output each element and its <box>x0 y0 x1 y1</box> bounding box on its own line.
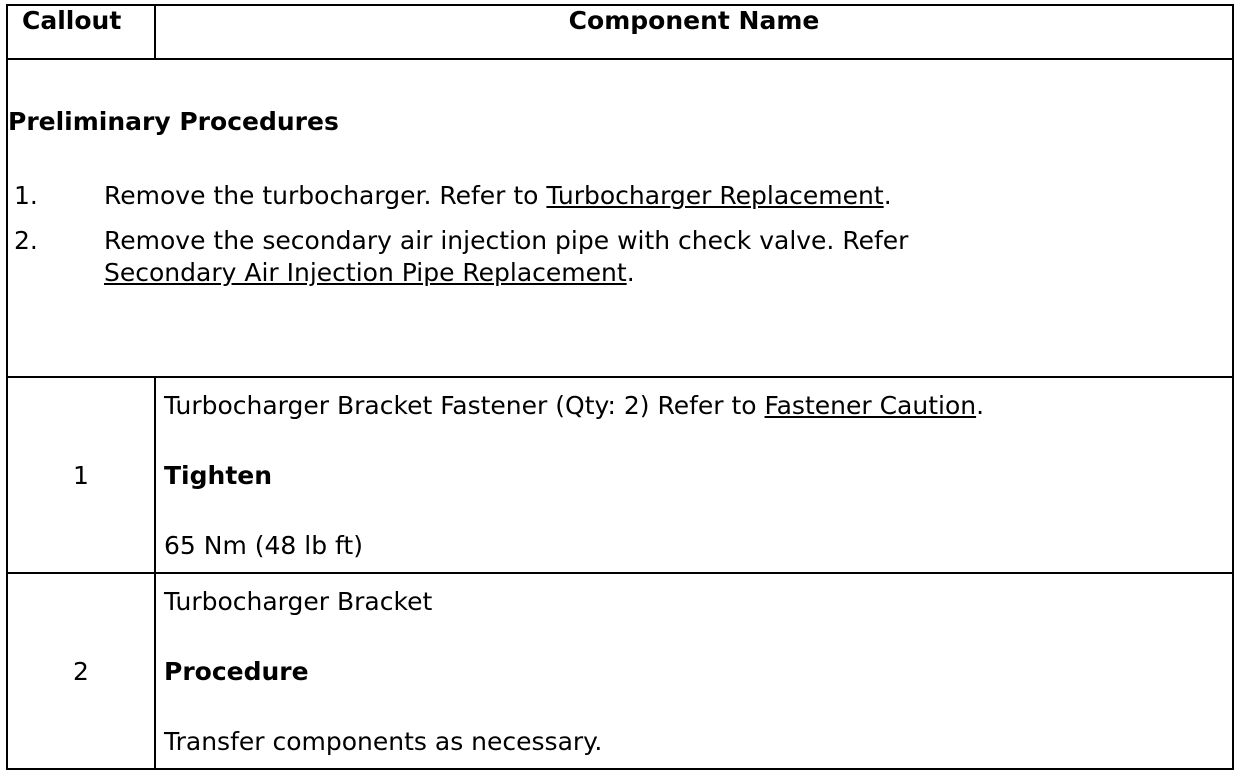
preliminary-procedures-cell <box>7 59 1233 377</box>
procedure-table <box>6 4 1234 770</box>
fastener-caution-link[interactable]: Fastener Caution <box>764 391 977 420</box>
preliminary-procedures-row <box>7 59 1233 377</box>
step-text-end: . <box>883 181 892 210</box>
callout-cell: 2 <box>7 573 155 769</box>
step-number: 1. <box>14 181 38 210</box>
action-label: Tighten <box>164 461 273 490</box>
preliminary-steps-list <box>8 180 1232 289</box>
component-description: Turbocharger Bracket <box>164 587 433 616</box>
component-text: Turbocharger Bracket Fastener (Qty: 2) Refer to <box>164 391 765 420</box>
secondary-air-injection-pipe-replacement-link[interactable]: Secondary Air Injection Pipe Replacement <box>104 258 627 287</box>
step-text-end: . <box>626 258 635 287</box>
component-name-column-header: Component Name <box>155 5 1233 59</box>
preliminary-procedures-title: Preliminary Procedures <box>8 107 339 136</box>
preliminary-step <box>8 180 1232 212</box>
table-row <box>7 377 1233 573</box>
step-number: 2. <box>14 226 38 255</box>
procedure-value: Transfer components as necessary. <box>164 727 603 756</box>
step-text: Remove the turbocharger. Refer to <box>104 181 547 210</box>
step-text: Remove the secondary air injection pipe with check valve. Refer <box>104 226 909 255</box>
component-cell <box>155 573 1233 769</box>
component-cell <box>155 377 1233 573</box>
preliminary-step <box>8 225 1232 289</box>
torque-value: 65 Nm (48 lb ft) <box>164 531 363 560</box>
callout-column-header: Callout <box>7 5 155 59</box>
turbocharger-replacement-link[interactable]: Turbocharger Replacement <box>546 181 884 210</box>
table-header-row <box>7 5 1233 59</box>
component-description <box>164 390 1232 422</box>
table-row <box>7 573 1233 769</box>
component-text-end: . <box>976 391 985 420</box>
callout-cell: 1 <box>7 377 155 573</box>
action-label: Procedure <box>164 657 309 686</box>
